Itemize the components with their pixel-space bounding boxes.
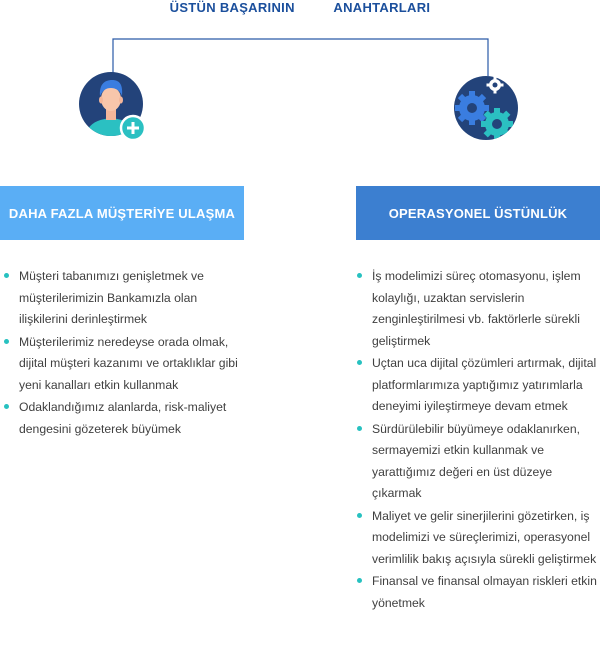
- left-bullet-list: [3, 266, 249, 441]
- list-item-text: İş modelimizi süreç otomasyonu, işlem kolaylığı, uzaktan servislerin zenginleştirilmesi vb. faktörlerle sürekli geliştirmek: [372, 269, 581, 348]
- list-item-text: Sürdürülebilir büyümeye odaklanırken, sermayemizi etkin kullanmak ve yarattığımız değeri en üst düzeye çıkarmak: [372, 421, 580, 500]
- title-left: ÜSTÜN BAŞARININ: [169, 0, 295, 15]
- list-item-text: Müşterilerimiz neredeyse orada olmak, dijital müşteri kazanımı ve ortaklıklar gibi yeni kanalları etkin kullanmak: [19, 334, 238, 392]
- left-heading-box: [0, 186, 244, 240]
- bullet-dot-icon: [357, 273, 362, 278]
- person-plus-icon: [75, 70, 155, 150]
- list-item: [356, 419, 600, 505]
- diagram-title: [0, 0, 600, 16]
- bullet-dot-icon: [4, 273, 9, 278]
- list-item: [356, 506, 600, 571]
- list-item: [356, 266, 600, 352]
- left-heading: DAHA FAZLA MÜŞTERİYE ULAŞMA: [8, 205, 236, 221]
- list-item: [3, 266, 249, 331]
- list-item: [3, 397, 249, 440]
- bullet-dot-icon: [357, 426, 362, 431]
- bullet-dot-icon: [357, 578, 362, 583]
- list-item: [356, 353, 600, 418]
- bullet-dot-icon: [4, 339, 9, 344]
- bullet-dot-icon: [4, 404, 9, 409]
- list-item-text: Maliyet ve gelir sinerjilerini gözetirken, iş modelimizi ve süreçlerimizi, operasyonel verimlilik bakış açısıyla sürekli geliştirmek: [372, 508, 597, 566]
- list-item-text: Müşteri tabanımızı genişletmek ve müşterilerimizin Bankamızla olan ilişkilerini derinleştirmek: [19, 269, 204, 326]
- list-item-text: Odaklandığımız alanlarda, risk-maliyet dengesini gözeterek büyümek: [19, 400, 227, 436]
- bullet-dot-icon: [357, 513, 362, 518]
- list-item: [3, 332, 249, 397]
- list-item-text: Uçtan uca dijital çözümleri artırmak, dijital platformlarımıza yaptığımız yatırımlarla deneyimi iyileştirmeye devam etmek: [372, 356, 597, 413]
- right-heading: OPERASYONEL ÜSTÜNLÜK: [388, 205, 568, 221]
- bullet-dot-icon: [357, 360, 362, 365]
- list-item-text: Finansal ve finansal olmayan riskleri etkin yönetmek: [372, 574, 597, 610]
- title-right: ANAHTARLARI: [333, 0, 431, 15]
- list-item: [356, 571, 600, 614]
- gears-icon: [448, 72, 528, 152]
- right-heading-box: [356, 186, 600, 240]
- right-bullet-list: [356, 266, 600, 615]
